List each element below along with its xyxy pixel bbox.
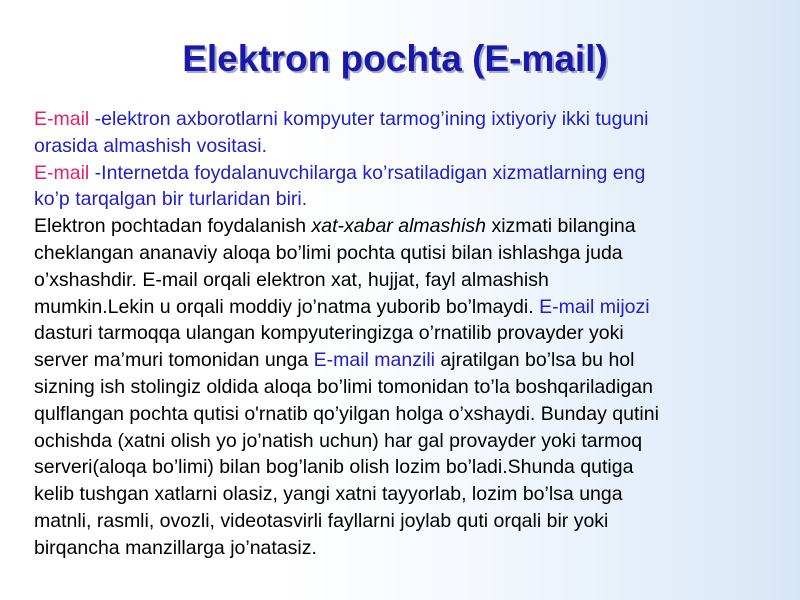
text-segment: qulflangan pochta qutisi o'rnatib qo’yilgan holga o’xshaydi. Bunday qutini: [34, 402, 659, 425]
text-line: [34, 133, 774, 160]
text-segment: matnli, rasmli, ovozli, videotasvirli fayllarni joylab quti orqali bir yoki: [34, 509, 609, 532]
term-highlight: E-mail mijozi: [539, 295, 650, 318]
text-line: [34, 186, 774, 213]
term-highlight: E-mail manzili: [313, 349, 435, 372]
text-line: [34, 267, 774, 294]
text-line: [34, 535, 774, 562]
text-segment: -elektron axborotlarni kompyuter tarmog’ining ixtiyoriy ikki tuguni: [89, 108, 649, 130]
text-segment: orasida almashish vositasi.: [34, 134, 268, 157]
text-line: [34, 428, 774, 455]
text-line: [34, 294, 774, 321]
text-segment: xizmati bilangina: [486, 215, 636, 238]
text-line: [34, 401, 774, 428]
text-line: [34, 213, 774, 240]
term-highlight: E-mail: [34, 108, 90, 130]
text-segment: cheklangan ananaviy aloqa bo’limi pochta qutisi bilan ishlashga juda: [34, 241, 623, 264]
text-segment: ko’p tarqalgan bir turlaridan biri.: [34, 188, 308, 211]
term-highlight: E-mail: [34, 161, 90, 184]
text-segment: mumkin.Lekin u orqali moddiy jo’natma yuborib bo’lmaydi.: [34, 295, 540, 318]
slide-title: Elektron pochta (E-mail): [182, 38, 608, 79]
text-segment: sizning ish stolingiz oldida aloqa bo’limi tomonidan to’la boshqariladigan: [34, 375, 653, 398]
text-line: [34, 508, 774, 535]
text-segment: xat-xabar almashish: [311, 215, 487, 238]
text-line: [34, 454, 774, 481]
text-line: [34, 374, 774, 401]
text-line: [34, 347, 774, 374]
text-line: [34, 320, 774, 347]
text-segment: server ma’muri tomonidan unga: [34, 349, 314, 372]
text-line: [34, 106, 774, 133]
text-segment: Elektron pochtadan foydalanish: [34, 215, 312, 238]
slide-body-text: [34, 106, 774, 562]
text-line: [34, 240, 774, 267]
text-segment: dasturi tarmoqqa ulangan kompyuteringizga o’rnatilib provayder yoki: [34, 322, 624, 345]
text-segment: -Internetda foydalanuvchilarga ko’rsatiladigan xizmatlarning eng: [89, 161, 646, 184]
text-segment: ajratilgan bo’lsa bu hol: [435, 349, 635, 372]
text-segment: birqancha manzillarga jo’natasiz.: [34, 536, 317, 559]
text-line: [34, 481, 774, 508]
text-segment: kelib tushgan xatlarni olasiz, yangi xatni tayyorlab, lozim bo’lsa unga: [34, 483, 623, 506]
text-segment: serveri(aloqa bo’limi) bilan bog’lanib olish lozim bo’ladi.Shunda qutiga: [34, 456, 634, 479]
text-segment: ochishda (xatni olish yo jo’natish uchun) har gal provayder yoki tarmoq: [34, 429, 643, 452]
text-line: [34, 160, 774, 187]
text-segment: o’xshashdir. E-mail orqali elektron xat, hujjat, fayl almashish: [34, 268, 549, 291]
